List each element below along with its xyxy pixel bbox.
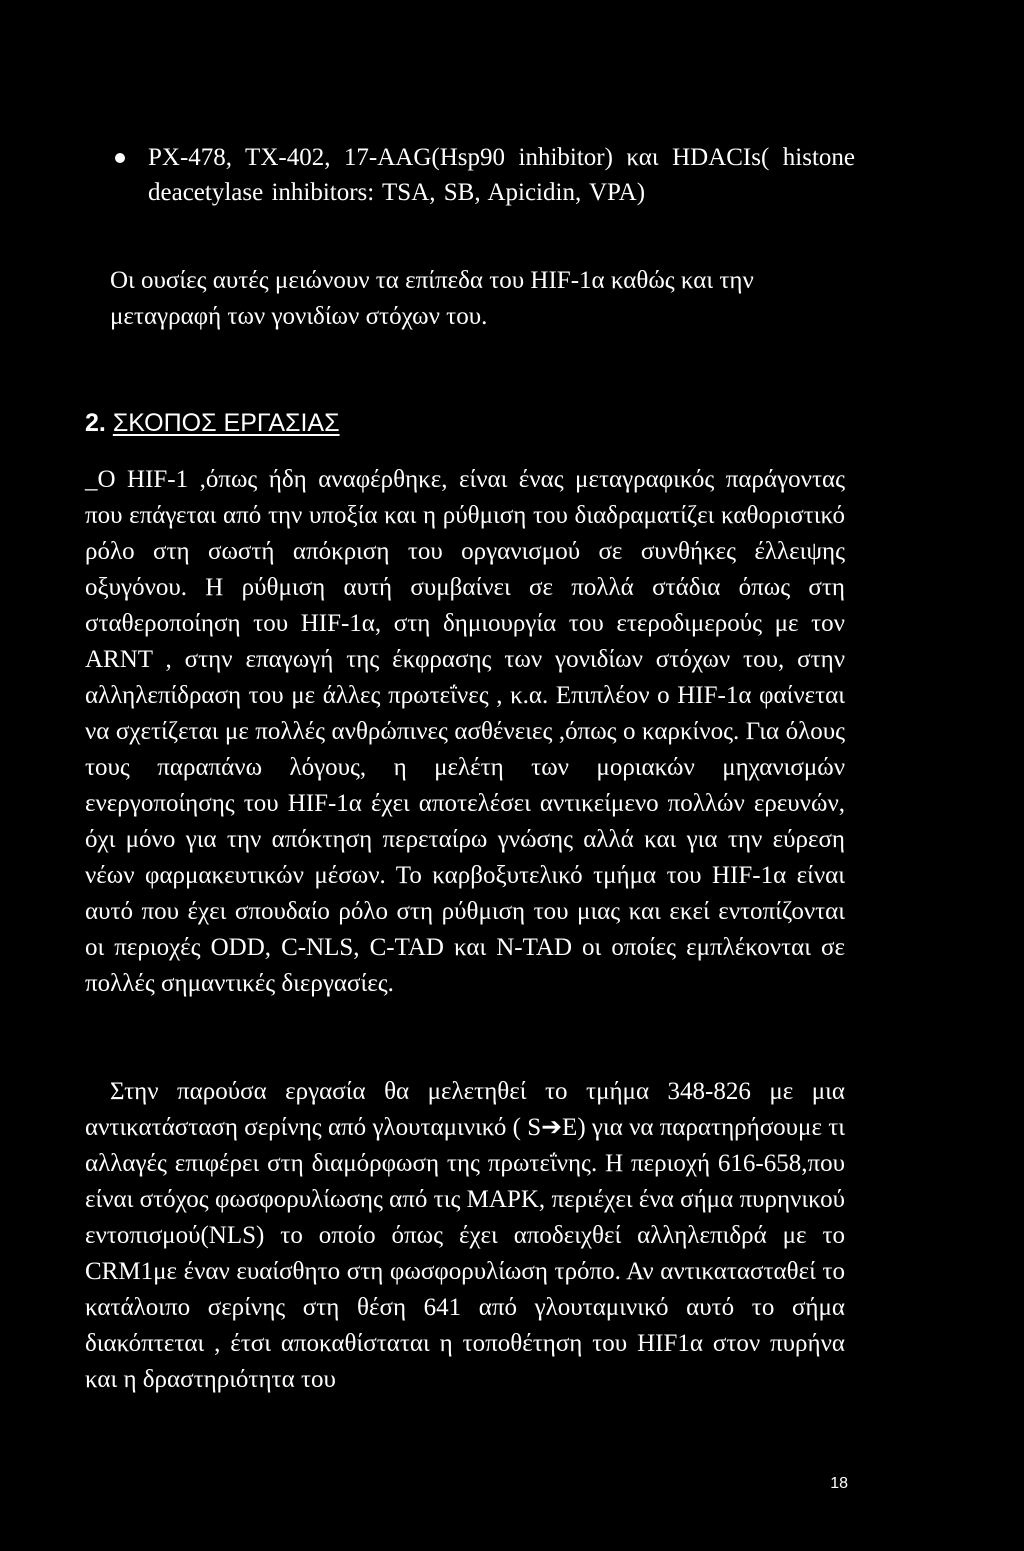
section-number: 2. (85, 409, 106, 437)
intro-paragraph (110, 263, 845, 335)
bullet-text: PX-478, TX-402, 17-AAG(Hsp90 inhibitor) και HDACIs( histone deacetylase inhibitors: TSA, SB, Apicidin, VPA) (148, 144, 855, 206)
intro-text: Οι ουσίες αυτές μειώνουν τα επίπεδα του HIF-1α καθώς και την μεταγραφή των γονιδίων στόχων του. (110, 267, 754, 330)
body-paragraph-2: Στην παρούσα εργασία θα μελετηθεί το τμήμα 348-826 με μια αντικατάσταση σερίνης από γλουταμινικό ( S➔E) για να παρατηρήσουμε τι αλλαγές επιφέρει στη διαμόρφωση της πρωτεΐνης. Η περιοχή 616-658,που είναι στόχος φωσφορυλίωσης από τις MAPK, περιέχει ένα σήμα πυρηνικού εντοπισμού(NLS) το οποίο όπως έχει αποδειχθεί αλληλεπιδρά με το CRM1με έναν ευαίσθητο στη φωσφορυλίωση τρόπο. Αν αντικατασταθεί το κατάλοιπο σερίνης στη θέση 641 από γλουταμινικό αυτό το σήμα διακόπτεται , έτσι αποκαθίσταται η τοποθέτηση του HIF1α στον πυρήνα και η δραστηριότητα του (85, 1078, 845, 1393)
section-title: ΣΚΟΠΟΣ ΕΡΓΑΣΙΑΣ (112, 409, 340, 437)
page-number: 18 (830, 1475, 848, 1492)
bullet-list-item (115, 140, 855, 210)
bullet-dot-icon (115, 153, 125, 163)
section-heading (85, 405, 340, 441)
body-paragraph-1: _Ο HIF-1 ,όπως ήδη αναφέρθηκε, είναι ένας μεταγραφικός παράγοντας που επάγεται από την υποξία και η ρύθμιση του διαδραματίζει καθοριστικό ρόλο στη σωστή απόκριση του οργανισμού σε συνθήκες έλλειψης οξυγόνου. Η ρύθμιση αυτή συμβαίνει σε πολλά στάδια όπως στη σταθεροποίηση του HIF-1α, στη δημιουργία του ετεροδιμερούς με τον ARNT , στην επαγωγή της έκφρασης των γονιδίων στόχων του, στην αλληλεπίδραση του με άλλες πρωτεΐνες , κ.α. Επιπλέον ο HIF-1α φαίνεται να σχετίζεται με πολλές ανθρώπινες ασθένειες ,όπως ο καρκίνος. Για όλους τους παραπάνω λόγους, η μελέτη των μοριακών μηχανισμών ενεργοποίησης του HIF-1α έχει αποτελέσει αντικείμενο πολλών ερευνών, όχι μόνο για την απόκτηση περεταίρω γνώσης αλλά και για την εύρεση νέων φαρμακευτικών μέσων. Το καρβοξυτελικό τμήμα του HIF-1α είναι αυτό που έχει σπουδαίο ρόλο στη ρύθμιση του μιας και εκεί εντοπίζονται οι περιοχές ODD, C-NLS, C-TAD και N-TAD οι οποίες εμπλέκονται σε πολλές σημαντικές διεργασίες. (85, 466, 845, 997)
